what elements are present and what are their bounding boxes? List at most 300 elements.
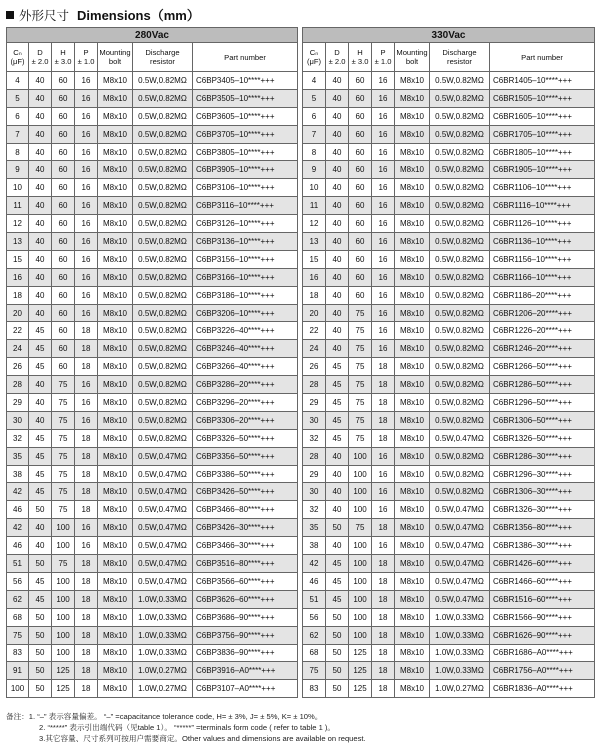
page-title	[6, 4, 200, 28]
cell-cn: 51	[7, 555, 29, 573]
cell-pitch: 16	[372, 447, 395, 465]
cell-mounting-bolt: M8x10	[98, 608, 133, 626]
cell-height: 60	[349, 250, 372, 268]
cell-discharge-resistor: 0.5W,0.82MΩ	[430, 197, 490, 215]
cell-diameter: 40	[326, 107, 349, 125]
header-cn: Cₙ (μF)	[7, 43, 29, 72]
cell-part-number: C6BR1286–30****+++	[490, 447, 595, 465]
cell-height: 100	[349, 501, 372, 519]
cell-discharge-resistor: 1.0W,0.27MΩ	[133, 680, 193, 698]
cell-mounting-bolt: M8x10	[98, 161, 133, 179]
cell-discharge-resistor: 0.5W,0.47MΩ	[430, 537, 490, 555]
cell-pitch: 16	[75, 143, 98, 161]
header-pitch: P ± 1.0	[372, 43, 395, 72]
cell-pitch: 18	[75, 662, 98, 680]
cell-mounting-bolt: M8x10	[98, 411, 133, 429]
cell-diameter: 45	[326, 590, 349, 608]
cell-cn: 42	[7, 519, 29, 537]
cell-cn: 20	[7, 304, 29, 322]
cell-mounting-bolt: M8x10	[98, 250, 133, 268]
cell-mounting-bolt: M8x10	[98, 447, 133, 465]
cell-pitch: 18	[75, 465, 98, 483]
cell-part-number: C6BP3107–A0****+++	[193, 680, 298, 698]
table-row	[303, 233, 595, 251]
cell-mounting-bolt: M8x10	[395, 376, 430, 394]
table-row	[303, 376, 595, 394]
cell-pitch: 16	[372, 215, 395, 233]
cell-discharge-resistor: 0.5W,0.82MΩ	[133, 233, 193, 251]
cell-diameter: 50	[29, 680, 52, 698]
cell-discharge-resistor: 1.0W,0.33MΩ	[133, 608, 193, 626]
cell-mounting-bolt: M8x10	[395, 447, 430, 465]
cell-diameter: 40	[29, 411, 52, 429]
cell-part-number: C6BP3186–10****+++	[193, 286, 298, 304]
cell-pitch: 18	[372, 411, 395, 429]
cell-diameter: 50	[29, 555, 52, 573]
title-zh: 外形尺寸	[19, 9, 70, 23]
cell-part-number: C6BP3386–50****+++	[193, 465, 298, 483]
table-row	[7, 268, 298, 286]
cell-cn: 83	[7, 644, 29, 662]
cell-cn: 75	[303, 662, 326, 680]
cell-mounting-bolt: M8x10	[395, 322, 430, 340]
cell-discharge-resistor: 0.5W,0.82MΩ	[430, 465, 490, 483]
cell-discharge-resistor: 0.5W,0.82MΩ	[133, 72, 193, 90]
cell-height: 60	[52, 358, 75, 376]
table-row	[303, 179, 595, 197]
cell-mounting-bolt: M8x10	[98, 340, 133, 358]
cell-part-number: C6BP3226–40****+++	[193, 322, 298, 340]
cell-part-number: C6BR1705–10****+++	[490, 125, 595, 143]
cell-mounting-bolt: M8x10	[395, 519, 430, 537]
cell-diameter: 40	[29, 286, 52, 304]
cell-height: 100	[52, 644, 75, 662]
column-header-row	[7, 43, 298, 72]
cell-mounting-bolt: M8x10	[98, 125, 133, 143]
table-row	[7, 680, 298, 698]
cell-part-number: C6BP3566–60****+++	[193, 572, 298, 590]
cell-diameter: 40	[326, 89, 349, 107]
table-row	[303, 429, 595, 447]
header-diameter: D ± 2.0	[29, 43, 52, 72]
cell-pitch: 18	[75, 483, 98, 501]
table-row	[303, 447, 595, 465]
cell-diameter: 40	[29, 304, 52, 322]
cell-pitch: 16	[372, 322, 395, 340]
cell-mounting-bolt: M8x10	[98, 680, 133, 698]
cell-part-number: C6BR1156–10****+++	[490, 250, 595, 268]
cell-pitch: 18	[75, 429, 98, 447]
cell-part-number: C6BR1116–10****+++	[490, 197, 595, 215]
cell-cn: 75	[7, 626, 29, 644]
cell-height: 75	[349, 376, 372, 394]
cell-diameter: 40	[326, 447, 349, 465]
cell-pitch: 16	[75, 215, 98, 233]
cell-diameter: 45	[29, 429, 52, 447]
cell-height: 125	[349, 644, 372, 662]
cell-pitch: 18	[75, 590, 98, 608]
cell-diameter: 40	[326, 340, 349, 358]
cell-mounting-bolt: M8x10	[395, 161, 430, 179]
cell-discharge-resistor: 0.5W,0.47MΩ	[133, 519, 193, 537]
cell-diameter: 40	[29, 197, 52, 215]
cell-cn: 16	[7, 268, 29, 286]
cell-pitch: 18	[372, 394, 395, 412]
table-row	[7, 179, 298, 197]
cell-pitch: 16	[372, 268, 395, 286]
cell-discharge-resistor: 0.5W,0.82MΩ	[133, 125, 193, 143]
cell-mounting-bolt: M8x10	[395, 304, 430, 322]
cell-part-number: C6BR1756–A0****+++	[490, 662, 595, 680]
table-row	[303, 286, 595, 304]
cell-cn: 26	[303, 358, 326, 376]
cell-cn: 83	[303, 680, 326, 698]
cell-cn: 46	[7, 501, 29, 519]
table-row	[7, 286, 298, 304]
cell-height: 60	[52, 197, 75, 215]
table-row	[7, 215, 298, 233]
cell-diameter: 40	[29, 125, 52, 143]
cell-part-number: C6BR1166–10****+++	[490, 268, 595, 286]
cell-pitch: 18	[372, 376, 395, 394]
table-row	[303, 483, 595, 501]
table-row	[303, 626, 595, 644]
cell-discharge-resistor: 0.5W,0.82MΩ	[430, 143, 490, 161]
cell-cn: 11	[303, 197, 326, 215]
cell-part-number: C6BP3466–30****+++	[193, 537, 298, 555]
cell-cn: 30	[303, 483, 326, 501]
cell-pitch: 16	[75, 72, 98, 90]
cell-pitch: 18	[372, 590, 395, 608]
cell-part-number: C6BR1405–10****+++	[490, 72, 595, 90]
cell-part-number: C6BP3905–10****+++	[193, 161, 298, 179]
cell-discharge-resistor: 0.5W,0.47MΩ	[430, 590, 490, 608]
cell-discharge-resistor: 0.5W,0.82MΩ	[133, 286, 193, 304]
cell-mounting-bolt: M8x10	[395, 680, 430, 698]
cell-discharge-resistor: 0.5W,0.47MΩ	[133, 572, 193, 590]
cell-discharge-resistor: 0.5W,0.82MΩ	[430, 125, 490, 143]
table-row	[7, 537, 298, 555]
cell-cn: 8	[7, 143, 29, 161]
cell-height: 60	[349, 286, 372, 304]
cell-part-number: C6BP3106–10****+++	[193, 179, 298, 197]
cell-discharge-resistor: 0.5W,0.82MΩ	[133, 376, 193, 394]
table-row	[303, 143, 595, 161]
cell-mounting-bolt: M8x10	[98, 179, 133, 197]
cell-discharge-resistor: 0.5W,0.82MΩ	[133, 250, 193, 268]
cell-diameter: 45	[326, 429, 349, 447]
cell-height: 75	[349, 322, 372, 340]
table-row	[303, 125, 595, 143]
cell-part-number: C6BP3505–10****+++	[193, 89, 298, 107]
cell-height: 60	[52, 268, 75, 286]
cell-pitch: 16	[372, 143, 395, 161]
cell-mounting-bolt: M8x10	[395, 572, 430, 590]
cell-part-number: C6BP3426–30****+++	[193, 519, 298, 537]
cell-mounting-bolt: M8x10	[395, 268, 430, 286]
cell-cn: 35	[303, 519, 326, 537]
table-row	[303, 107, 595, 125]
cell-discharge-resistor: 0.5W,0.82MΩ	[133, 143, 193, 161]
cell-cn: 4	[7, 72, 29, 90]
table-row	[7, 322, 298, 340]
cell-height: 100	[349, 465, 372, 483]
cell-cn: 68	[303, 644, 326, 662]
cell-part-number: C6BR1266–50****+++	[490, 358, 595, 376]
header-diameter: D ± 2.0	[326, 43, 349, 72]
cell-discharge-resistor: 0.5W,0.82MΩ	[430, 233, 490, 251]
cell-part-number: C6BP3605–10****+++	[193, 107, 298, 125]
table-row	[7, 465, 298, 483]
cell-cn: 28	[303, 376, 326, 394]
cell-pitch: 18	[75, 680, 98, 698]
cell-part-number: C6BP3116–10****+++	[193, 197, 298, 215]
cell-pitch: 18	[75, 626, 98, 644]
cell-mounting-bolt: M8x10	[395, 197, 430, 215]
cell-diameter: 50	[29, 662, 52, 680]
cell-pitch: 16	[372, 340, 395, 358]
cell-discharge-resistor: 0.5W,0.47MΩ	[430, 429, 490, 447]
cell-cn: 15	[303, 250, 326, 268]
table-row	[303, 250, 595, 268]
cell-mounting-bolt: M8x10	[98, 662, 133, 680]
cell-part-number: C6BR1136–10****+++	[490, 233, 595, 251]
cell-cn: 56	[7, 572, 29, 590]
cell-pitch: 16	[75, 304, 98, 322]
note-3: 3.其它容量、尺寸系列可按用户需要商定。Other values and dimensions are available on request.	[39, 734, 366, 743]
cell-diameter: 45	[326, 572, 349, 590]
cell-part-number: C6BP3426–50****+++	[193, 483, 298, 501]
cell-diameter: 40	[29, 519, 52, 537]
cell-mounting-bolt: M8x10	[98, 590, 133, 608]
table-row	[303, 644, 595, 662]
table-row	[303, 537, 595, 555]
cell-part-number: C6BR1296–50****+++	[490, 394, 595, 412]
cell-mounting-bolt: M8x10	[98, 465, 133, 483]
cell-height: 60	[349, 72, 372, 90]
cell-cn: 9	[303, 161, 326, 179]
cell-discharge-resistor: 0.5W,0.82MΩ	[430, 447, 490, 465]
cell-mounting-bolt: M8x10	[98, 394, 133, 412]
table-row	[7, 447, 298, 465]
cell-part-number: C6BR1505–10****+++	[490, 89, 595, 107]
cell-part-number: C6BP3805–10****+++	[193, 143, 298, 161]
cell-diameter: 40	[29, 233, 52, 251]
cell-part-number: C6BR1626–90****+++	[490, 626, 595, 644]
cell-pitch: 16	[372, 179, 395, 197]
cell-part-number: C6BP3246–40****+++	[193, 340, 298, 358]
cell-height: 60	[52, 215, 75, 233]
cell-height: 75	[349, 340, 372, 358]
cell-cn: 4	[303, 72, 326, 90]
table-row	[7, 411, 298, 429]
cell-part-number: C6BP3126–10****+++	[193, 215, 298, 233]
cell-diameter: 50	[29, 644, 52, 662]
cell-cn: 12	[303, 215, 326, 233]
cell-height: 75	[52, 555, 75, 573]
cell-diameter: 40	[326, 322, 349, 340]
cell-mounting-bolt: M8x10	[395, 215, 430, 233]
cell-height: 60	[52, 125, 75, 143]
cell-pitch: 18	[372, 608, 395, 626]
cell-cn: 51	[303, 590, 326, 608]
cell-diameter: 40	[29, 376, 52, 394]
table-row	[303, 394, 595, 412]
cell-cn: 8	[303, 143, 326, 161]
cell-height: 125	[52, 680, 75, 698]
cell-pitch: 18	[372, 429, 395, 447]
cell-height: 75	[52, 411, 75, 429]
cell-part-number: C6BR1326–30****+++	[490, 501, 595, 519]
cell-diameter: 50	[326, 680, 349, 698]
cell-discharge-resistor: 1.0W,0.33MΩ	[430, 662, 490, 680]
cell-height: 60	[349, 215, 372, 233]
cell-pitch: 18	[75, 340, 98, 358]
voltage-header: 330Vac	[303, 28, 595, 43]
cell-cn: 26	[7, 358, 29, 376]
cell-diameter: 45	[29, 465, 52, 483]
cell-height: 75	[52, 501, 75, 519]
cell-diameter: 40	[326, 465, 349, 483]
cell-height: 75	[349, 411, 372, 429]
cell-part-number: C6BP3166–10****+++	[193, 268, 298, 286]
cell-mounting-bolt: M8x10	[395, 143, 430, 161]
table-row	[303, 411, 595, 429]
cell-height: 100	[349, 608, 372, 626]
cell-diameter: 40	[326, 125, 349, 143]
cell-mounting-bolt: M8x10	[98, 215, 133, 233]
cell-pitch: 16	[75, 161, 98, 179]
cell-discharge-resistor: 0.5W,0.82MΩ	[430, 304, 490, 322]
cell-height: 75	[349, 519, 372, 537]
cell-cn: 91	[7, 662, 29, 680]
cell-height: 60	[52, 250, 75, 268]
header-height: H ± 3.0	[349, 43, 372, 72]
cell-pitch: 16	[372, 125, 395, 143]
cell-mounting-bolt: M8x10	[98, 107, 133, 125]
cell-part-number: C6BR1106–10****+++	[490, 179, 595, 197]
cell-diameter: 45	[29, 590, 52, 608]
cell-cn: 32	[7, 429, 29, 447]
cell-cn: 18	[303, 286, 326, 304]
voltage-header: 280Vac	[7, 28, 298, 43]
cell-cn: 22	[303, 322, 326, 340]
cell-height: 75	[52, 429, 75, 447]
cell-mounting-bolt: M8x10	[395, 340, 430, 358]
cell-cn: 42	[303, 555, 326, 573]
cell-height: 60	[52, 89, 75, 107]
cell-discharge-resistor: 0.5W,0.47MΩ	[133, 447, 193, 465]
cell-height: 125	[349, 680, 372, 698]
table-row	[7, 519, 298, 537]
cell-mounting-bolt: M8x10	[98, 286, 133, 304]
cell-part-number: C6BR1226–20****+++	[490, 322, 595, 340]
table-row	[7, 358, 298, 376]
cell-height: 100	[349, 483, 372, 501]
cell-height: 75	[52, 394, 75, 412]
cell-height: 60	[52, 322, 75, 340]
cell-part-number: C6BR1905–10****+++	[490, 161, 595, 179]
cell-cn: 30	[303, 411, 326, 429]
cell-cn: 12	[7, 215, 29, 233]
cell-discharge-resistor: 1.0W,0.33MΩ	[133, 626, 193, 644]
cell-height: 60	[52, 304, 75, 322]
cell-mounting-bolt: M8x10	[395, 483, 430, 501]
cell-cn: 32	[303, 429, 326, 447]
table-row	[7, 197, 298, 215]
cell-pitch: 16	[75, 233, 98, 251]
table-row	[303, 340, 595, 358]
cell-mounting-bolt: M8x10	[98, 268, 133, 286]
cell-height: 100	[349, 590, 372, 608]
cell-cn: 29	[303, 465, 326, 483]
cell-pitch: 16	[75, 268, 98, 286]
table-row	[7, 501, 298, 519]
cell-discharge-resistor: 0.5W,0.82MΩ	[430, 268, 490, 286]
cell-pitch: 18	[372, 626, 395, 644]
cell-part-number: C6BR1605–10****+++	[490, 107, 595, 125]
cell-cn: 13	[7, 233, 29, 251]
cell-discharge-resistor: 0.5W,0.82MΩ	[430, 340, 490, 358]
table-row	[303, 161, 595, 179]
cell-mounting-bolt: M8x10	[395, 501, 430, 519]
header-height: H ± 3.0	[52, 43, 75, 72]
header-cn: Cₙ (μF)	[303, 43, 326, 72]
cell-mounting-bolt: M8x10	[395, 626, 430, 644]
cell-pitch: 18	[75, 322, 98, 340]
cell-cn: 9	[7, 161, 29, 179]
cell-height: 125	[349, 662, 372, 680]
cell-mounting-bolt: M8x10	[395, 662, 430, 680]
cell-diameter: 50	[326, 662, 349, 680]
notes	[6, 711, 366, 744]
cell-diameter: 45	[326, 411, 349, 429]
cell-diameter: 40	[326, 250, 349, 268]
table-row	[7, 626, 298, 644]
cell-part-number: C6BP3466–80****+++	[193, 501, 298, 519]
table-row	[7, 608, 298, 626]
cell-diameter: 40	[326, 501, 349, 519]
cell-discharge-resistor: 0.5W,0.82MΩ	[133, 197, 193, 215]
cell-part-number: C6BP3686–90****+++	[193, 608, 298, 626]
cell-diameter: 40	[326, 72, 349, 90]
cell-cn: 24	[303, 340, 326, 358]
header-discharge-resistor: Discharge resistor	[133, 43, 193, 72]
table-row	[303, 572, 595, 590]
cell-height: 100	[52, 608, 75, 626]
cell-cn: 42	[7, 483, 29, 501]
cell-diameter: 50	[29, 626, 52, 644]
cell-mounting-bolt: M8x10	[395, 358, 430, 376]
cell-pitch: 16	[372, 537, 395, 555]
cell-mounting-bolt: M8x10	[98, 555, 133, 573]
cell-diameter: 45	[29, 483, 52, 501]
cell-discharge-resistor: 0.5W,0.47MΩ	[430, 501, 490, 519]
cell-discharge-resistor: 0.5W,0.82MΩ	[133, 411, 193, 429]
note-2: 2. “*****” 表示引出端代码（见table 1）。 “*****” =terminals form code ( refer to table 1 )。	[39, 723, 336, 732]
cell-discharge-resistor: 0.5W,0.82MΩ	[430, 250, 490, 268]
cell-discharge-resistor: 0.5W,0.82MΩ	[133, 107, 193, 125]
cell-diameter: 40	[29, 143, 52, 161]
cell-pitch: 16	[372, 465, 395, 483]
cell-discharge-resistor: 0.5W,0.82MΩ	[430, 179, 490, 197]
cell-mounting-bolt: M8x10	[98, 429, 133, 447]
cell-mounting-bolt: M8x10	[395, 537, 430, 555]
cell-part-number: C6BP3156–10****+++	[193, 250, 298, 268]
cell-mounting-bolt: M8x10	[395, 233, 430, 251]
cell-mounting-bolt: M8x10	[98, 537, 133, 555]
cell-discharge-resistor: 0.5W,0.82MΩ	[430, 215, 490, 233]
